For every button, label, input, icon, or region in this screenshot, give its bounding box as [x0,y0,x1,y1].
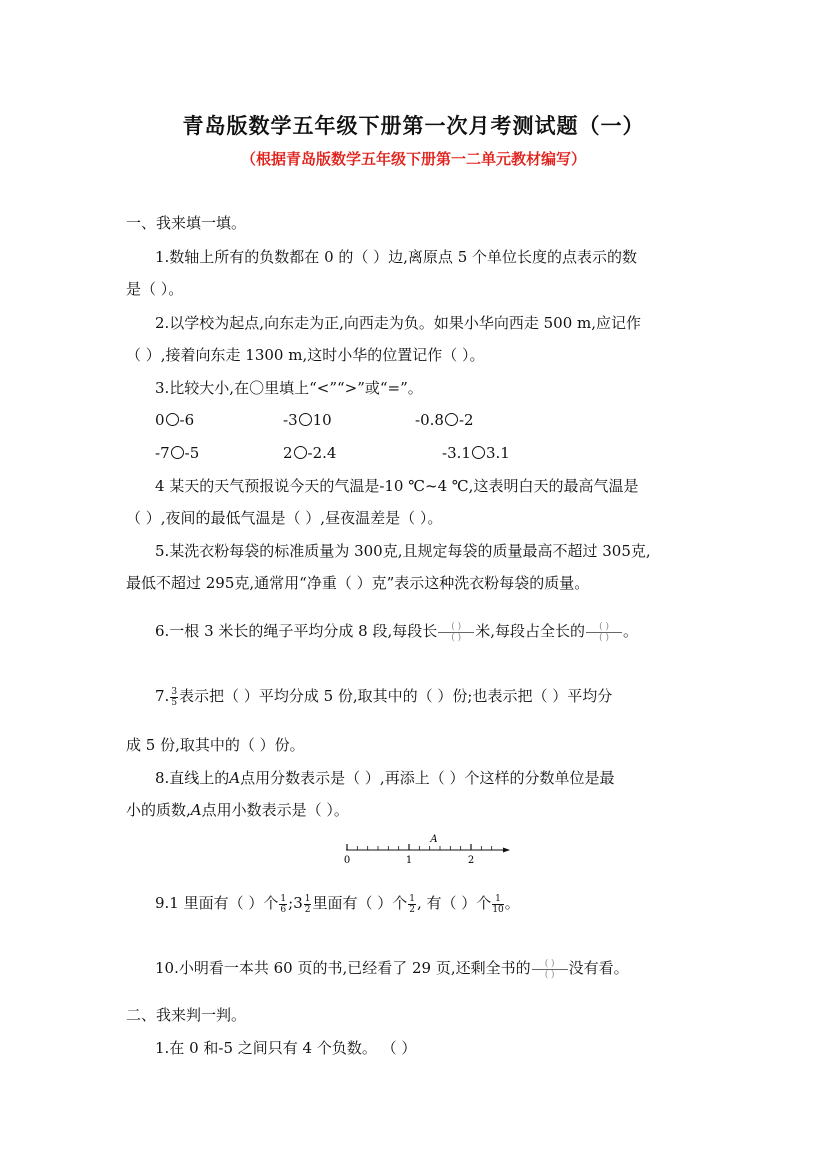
q7-line1: 7. $\frac{3}{5}$ 表示把（ ）平均分成 5 份,取其中的（ ）份;也表示把（ ）平均分 [155,686,613,708]
q1-line2: 是（ ）。 [126,280,184,298]
fraction-1-2: $\frac{1}{2}$ [304,893,311,915]
point-a-label: A [430,834,438,845]
q3-compare-4: -7 -5 [155,444,200,462]
q2-line1: 2.以学校为起点,向东走为正,向西走为负。如果小华向西走 500 m,应记作 [155,314,642,332]
q10-line: 10.小明看一本共 60 页的书,已经看了 29 页,还剩全书的 $\frac{( )}{( )}$ 没有看。 [155,958,629,980]
fraction-1-6: $\frac{1}{6}$ [280,893,287,915]
q1-line1: 1.数轴上所有的负数都在 0 的（ ）边,离原点 5 个单位长度的点表示的数 [155,248,638,266]
compare-circle[interactable] [166,413,179,426]
q3-compare-3: -0.8 -2 [415,411,474,429]
section1-heading: 一、我来填一填。 [126,214,247,232]
compare-circle[interactable] [472,446,485,459]
q3-compare-2: -3 10 [283,411,332,429]
q2-line2: （ ）,接着向东走 1300 m,这时小华的位置记作（ ）。 [126,346,485,364]
number-line-ticks [347,844,492,850]
q4-line1: 4 某天的天气预报说今天的气温是-10 ℃~4 ℃,这表明白天的最高气温是 [155,477,639,495]
blank-fraction[interactable]: $\frac{( )}{( )}$ [438,622,474,643]
compare-circle[interactable] [299,413,312,426]
s2-q1-line: 1.在 0 和-5 之间只有 4 个负数。 （ ） [155,1039,417,1057]
q7-line2: 成 5 份,取其中的（ ）份。 [126,736,305,754]
q3-compare-6: -3.1 3.1 [442,444,510,462]
q4-line2: （ ）,夜间的最低气温是（ ）,昼夜温差是（ ）。 [126,509,443,527]
compare-circle[interactable] [445,413,458,426]
q9-line: 9.1 里面有（ ）个 $\frac{1}{6}$ ;3 $\frac{1}{2}$ 里面有（ ）个 $\frac{1}{2}$ , 有（ ）个 $\frac{1}{10}$ 。 [155,893,520,915]
q3-compare-1: 0 -6 [155,411,195,429]
q5-line1: 5.某洗衣粉每袋的标准质量为 300克,且规定每袋的质量最高不超过 305克, [155,542,651,560]
fraction-1-10: $\frac{1}{10}$ [492,893,504,915]
q6-line: 6.一根 3 米长的绳子平均分成 8 段,每段长 $\frac{( )}{( )}$ 米,每段占全长的 $\frac{( )}{( )}$ 。 [155,621,639,643]
q5-line2: 最低不超过 295克,通常用“净重（ ）克”表示这种洗衣粉每袋的质量。 [126,574,590,592]
blank-fraction[interactable]: $\frac{( )}{( )}$ [586,622,622,643]
fraction-1-2: $\frac{1}{2}$ [409,893,415,915]
compare-circle[interactable] [171,446,184,459]
q8-line1: 8.直线上的A点用分数表示是（ ）,再添上（ ）个这样的分数单位是最 [155,769,615,787]
number-line-figure [338,828,518,868]
blank-fraction[interactable]: $\frac{( )}{( )}$ [532,959,568,980]
fraction-3-5: $\frac{3}{5}$ [171,686,178,708]
q8-line2: 小的质数,A点用小数表示是（ ）。 [126,801,349,819]
tick-label-0: 0 [343,855,351,866]
q3-compare-5: 2 -2.4 [283,444,337,462]
section2-heading: 二、我来判一判。 [126,1006,247,1024]
tick-label-1: 1 [405,855,413,866]
q3-line1: 3.比较大小,在〇里填上“<”“>”或“=”。 [155,379,423,397]
page-subtitle: （根据青岛版数学五年级下册第一二单元教材编写） [240,150,586,168]
compare-circle[interactable] [294,446,307,459]
number-line-arrow [503,848,510,853]
page-title: 青岛版数学五年级下册第一次月考测试题（一） [182,114,645,138]
tick-label-2: 2 [467,855,475,866]
